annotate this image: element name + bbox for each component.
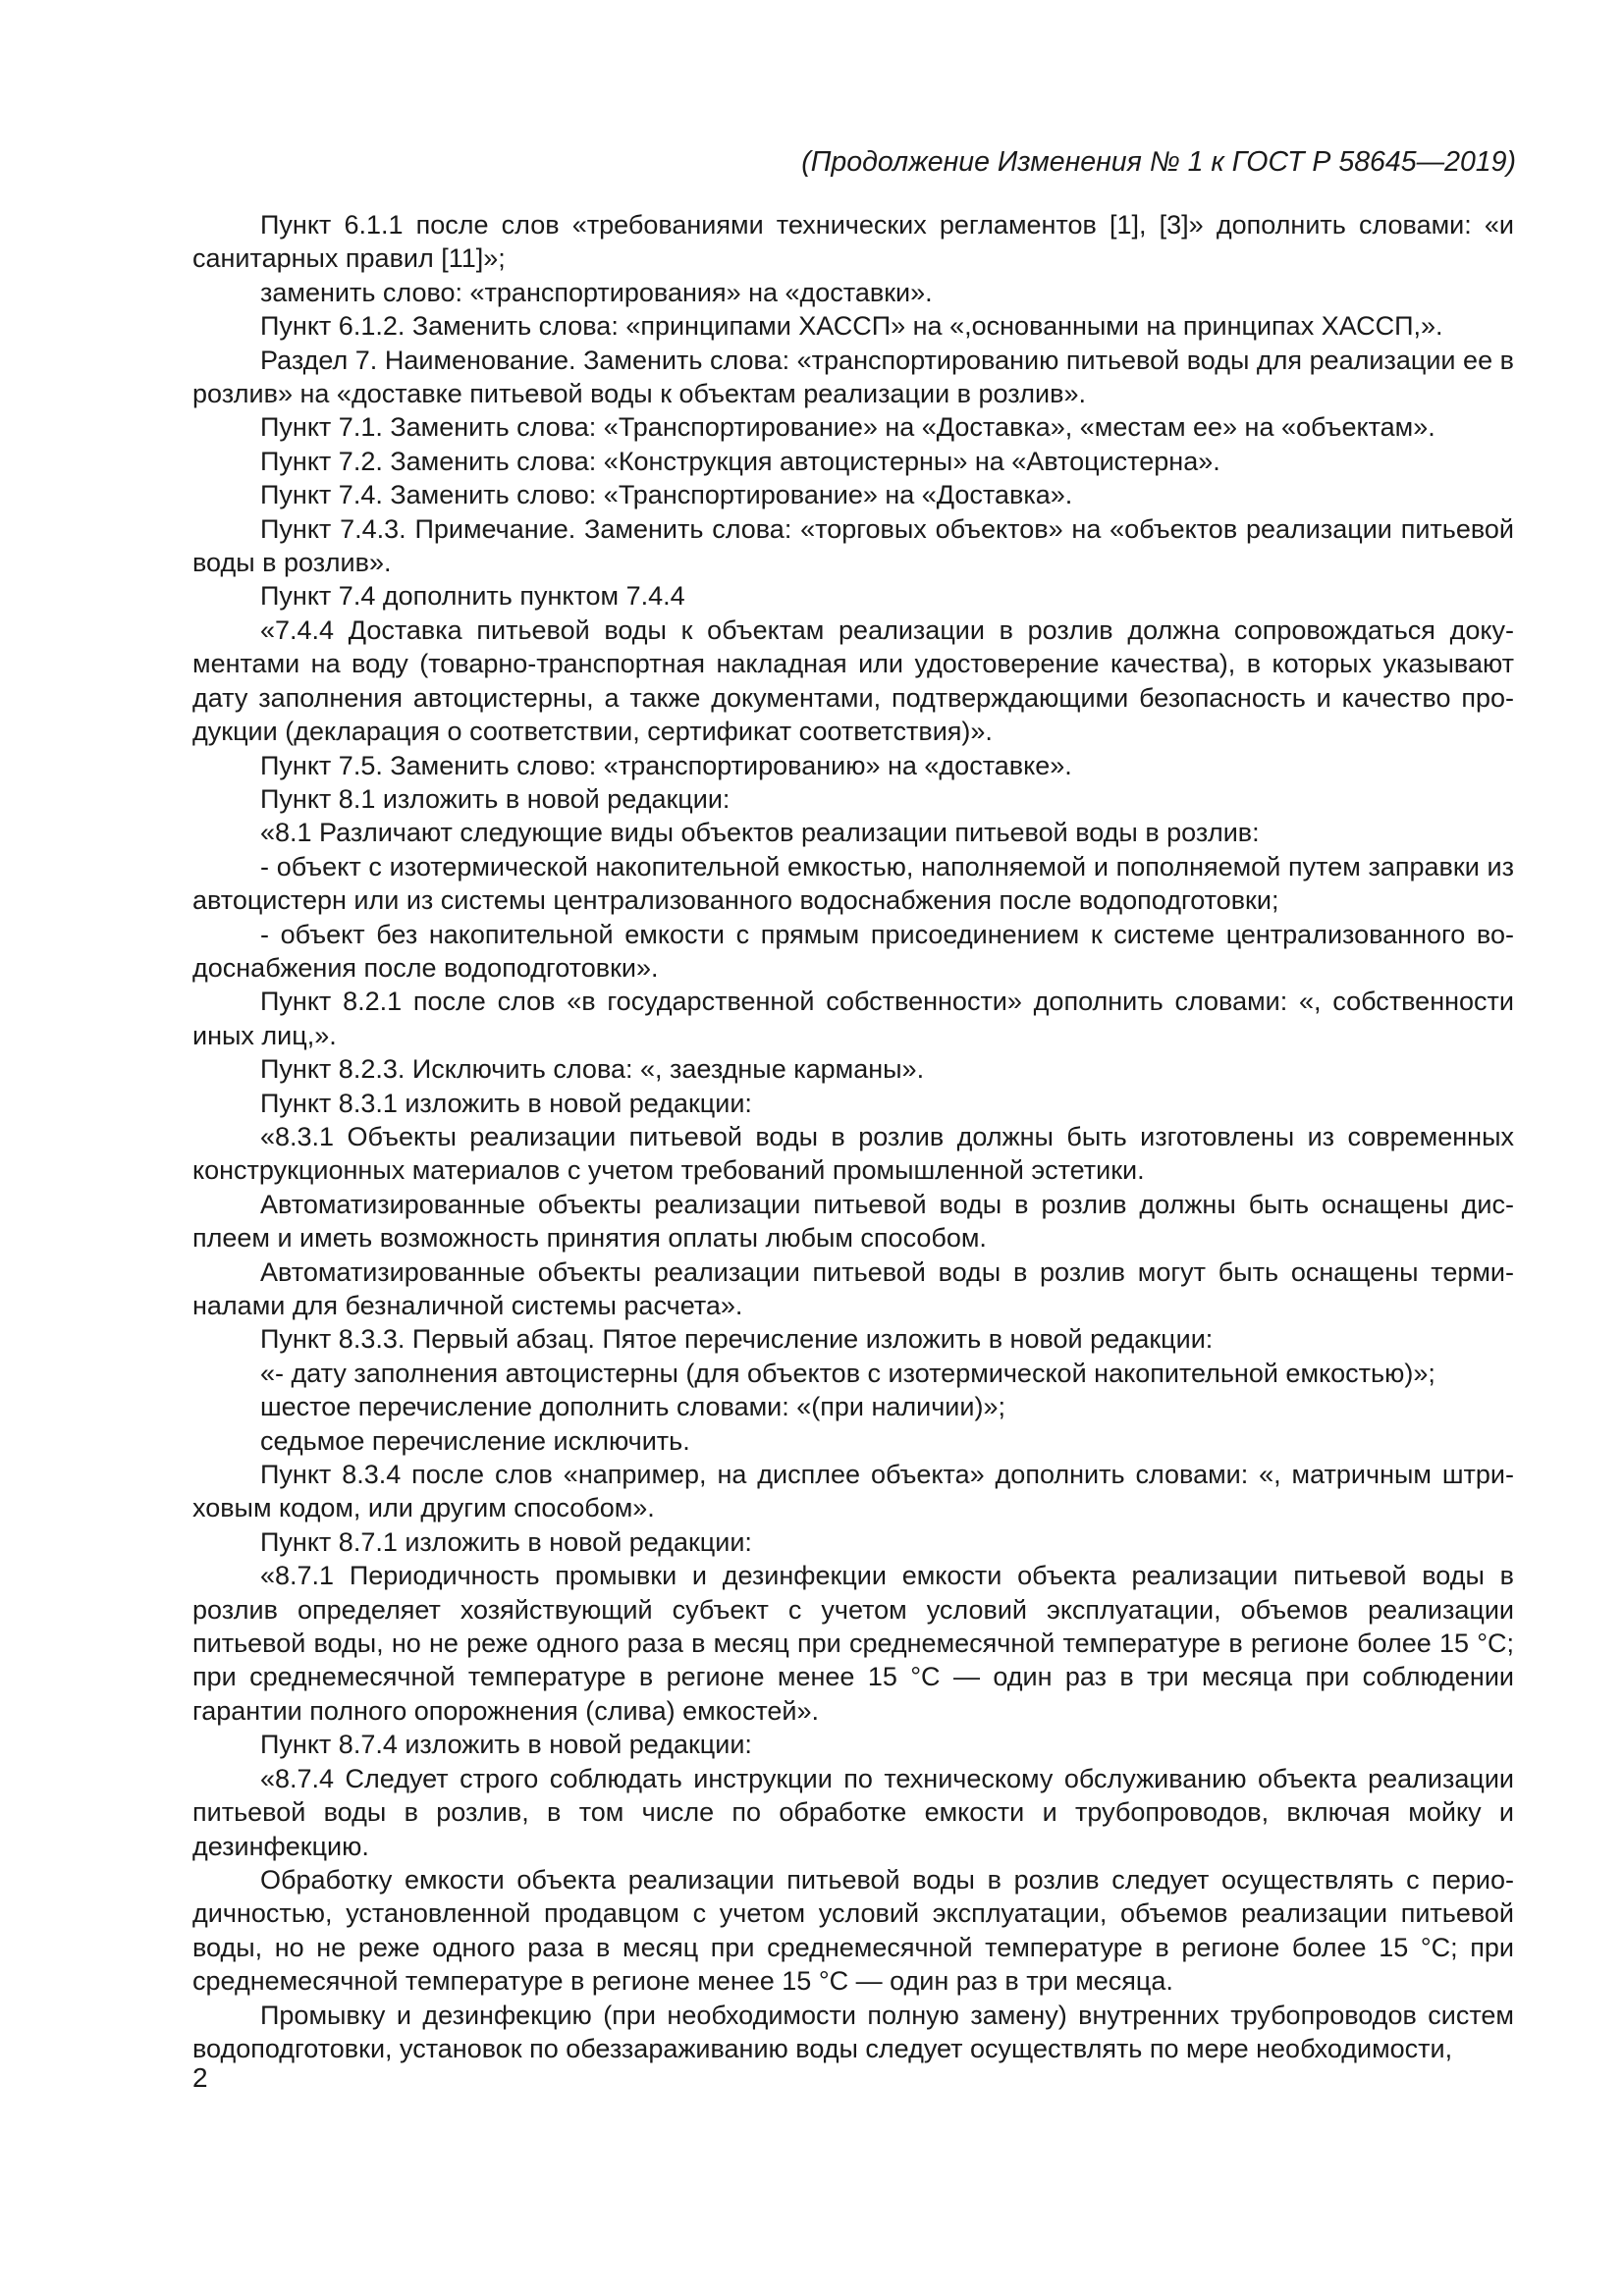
- paragraph: Пункт 8.1 изложить в новой редакции:: [260, 783, 731, 814]
- paragraph: - объект с изотермической накопительной емкостью, наполняемой и пополняемой путем заправки из автоцистерн или из системы централизованного водоснабжения после водоподготовки;: [192, 851, 1514, 916]
- paragraph: Пункт 8.2.1 после слов «в государственной собственности» дополнить словами: «, собственности иных лиц,».: [192, 987, 1514, 1050]
- paragraph: Пункт 7.5. Заменить слово: «транспортированию» на «доставке».: [260, 750, 1072, 780]
- paragraph: Пункт 8.3.1 изложить в новой редакции:: [260, 1088, 752, 1118]
- paragraph: Раздел 7. Наименование. Заменить слова: «транспортированию питьевой воды для реализации ее в розлив» на «доставке питьевой воды к объектам реализации в розлив».: [192, 345, 1514, 409]
- paragraph: «8.3.1 Объекты реализации питьевой воды в розлив должны быть изготовлены из современных конструкционных материалов с учетом требований промышленной эстетики.: [192, 1121, 1514, 1186]
- paragraph: Пункт 6.1.1 после слов «требованиями технических регламентов [1], [3]» дополнить словами: «и санитарных правил [11]»;: [192, 210, 1514, 274]
- paragraph: Пункт 8.3.3. Первый абзац. Пятое перечисление изложить в новой редакции:: [260, 1324, 1214, 1355]
- paragraph: «8.7.4 Следует строго соблюдать инструкции по техническому обслуживанию объекта реализации питьевой воды в розлив, в том числе по обработке емкости и трубопроводов, включая мойку и дезинфекцию.: [192, 1763, 1514, 1861]
- page-number: 2: [192, 2062, 208, 2093]
- paragraph: Пункт 8.3.4 после слов «например, на дисплее объекта» дополнить словами: «, матричным штриховым кодом, или другим способом».: [192, 1460, 1514, 1523]
- paragraph: Пункт 8.2.3. Исключить слова: «, заездные карманы».: [260, 1054, 925, 1085]
- paragraph: Пункт 7.4. Заменить слово: «Транспортирование» на «Доставка».: [260, 480, 1073, 510]
- paragraph: Пункт 7.2. Заменить слова: «Конструкция автоцистерны» на «Автоцистерна».: [260, 446, 1220, 476]
- paragraph: «8.1 Различают следующие виды объектов реализации питьевой воды в розлив:: [260, 818, 1260, 848]
- paragraph: Промывку и дезинфекцию (при необходимости полную замену) внутренних трубопроводов систем водоподготовки, установок по обеззараживанию воды следует осуществлять по мере необходимости,: [192, 2000, 1514, 2063]
- paragraph: Пункт 6.1.2. Заменить слова: «принципами ХАССП» на «,основанными на принципах ХАССП,».: [260, 311, 1443, 342]
- document-body: [192, 208, 1514, 2065]
- paragraph: Пункт 7.1. Заменить слова: «Транспортирование» на «Доставка», «местам ее» на «объектам».: [260, 412, 1435, 443]
- paragraph: Автоматизированные объекты реализации питьевой воды в розлив могут быть оснащены терминалами для безналичной системы расчета».: [192, 1256, 1514, 1320]
- paragraph: Пункт 7.4.3. Примечание. Заменить слова: «торговых объектов» на «объектов реализации питьевой воды в розлив».: [192, 513, 1514, 578]
- continuation-header: (Продолжение Изменения № 1 к ГОСТ Р 58645—2019): [801, 146, 1516, 178]
- paragraph: Пункт 8.7.4 изложить в новой редакции:: [260, 1730, 752, 1760]
- paragraph: «7.4.4 Доставка питьевой воды к объектам реализации в розлив должна сопровождаться документами на воду (товарно-транспортная накладная или удостоверение качества), в которых указывают дату заполнения автоцистерны, а также документами, подтверждающими безопасность и качество продукции (декларация о соответствии, сертификат соответствия)».: [192, 614, 1514, 747]
- paragraph: «8.7.1 Периодичность промывки и дезинфекции емкости объекта реализации питьевой воды в розлив определяет хозяйствующий субъект с учетом условий эксплуатации, объемов реализации питьевой воды, но не реже одного раза в месяц при среднемесячной температуре в регионе более 15 °С; при среднемесячной температуре в регионе менее 15 °С — один раз в три месяца при соблюдении гарантии полного опорожнения (слива) емкостей».: [192, 1561, 1514, 1726]
- paragraph: - объект без накопительной емкости с прямым присоединением к системе централизованного водоснабжения после водоподготовки».: [192, 919, 1514, 983]
- paragraph: Пункт 7.4 дополнить пунктом 7.4.4: [260, 581, 685, 612]
- paragraph: Пункт 8.7.1 изложить в новой редакции:: [260, 1526, 752, 1557]
- paragraph: Автоматизированные объекты реализации питьевой воды в розлив должны быть оснащены дисплеем и иметь возможность принятия оплаты любым способом.: [192, 1189, 1514, 1254]
- paragraph: шестое перечисление дополнить словами: «(при наличии)»;: [260, 1392, 1005, 1422]
- paragraph: седьмое перечисление исключить.: [260, 1425, 690, 1456]
- paragraph: заменить слово: «транспортирования» на «доставки».: [260, 277, 933, 307]
- paragraph: «- дату заполнения автоцистерны (для объектов с изотермической накопительной емкостью)»;: [260, 1358, 1435, 1388]
- paragraph: Обработку емкости объекта реализации питьевой воды в розлив следует осуществлять с периодичностью, установленной продавцом с учетом условий эксплуатации, объемов реализации питьевой воды, но не реже одного раза в месяц при среднемесячной температуре в регионе более 15 °С; при среднемесячной температуре в регионе менее 15 °С — один раз в три месяца.: [192, 1864, 1514, 1997]
